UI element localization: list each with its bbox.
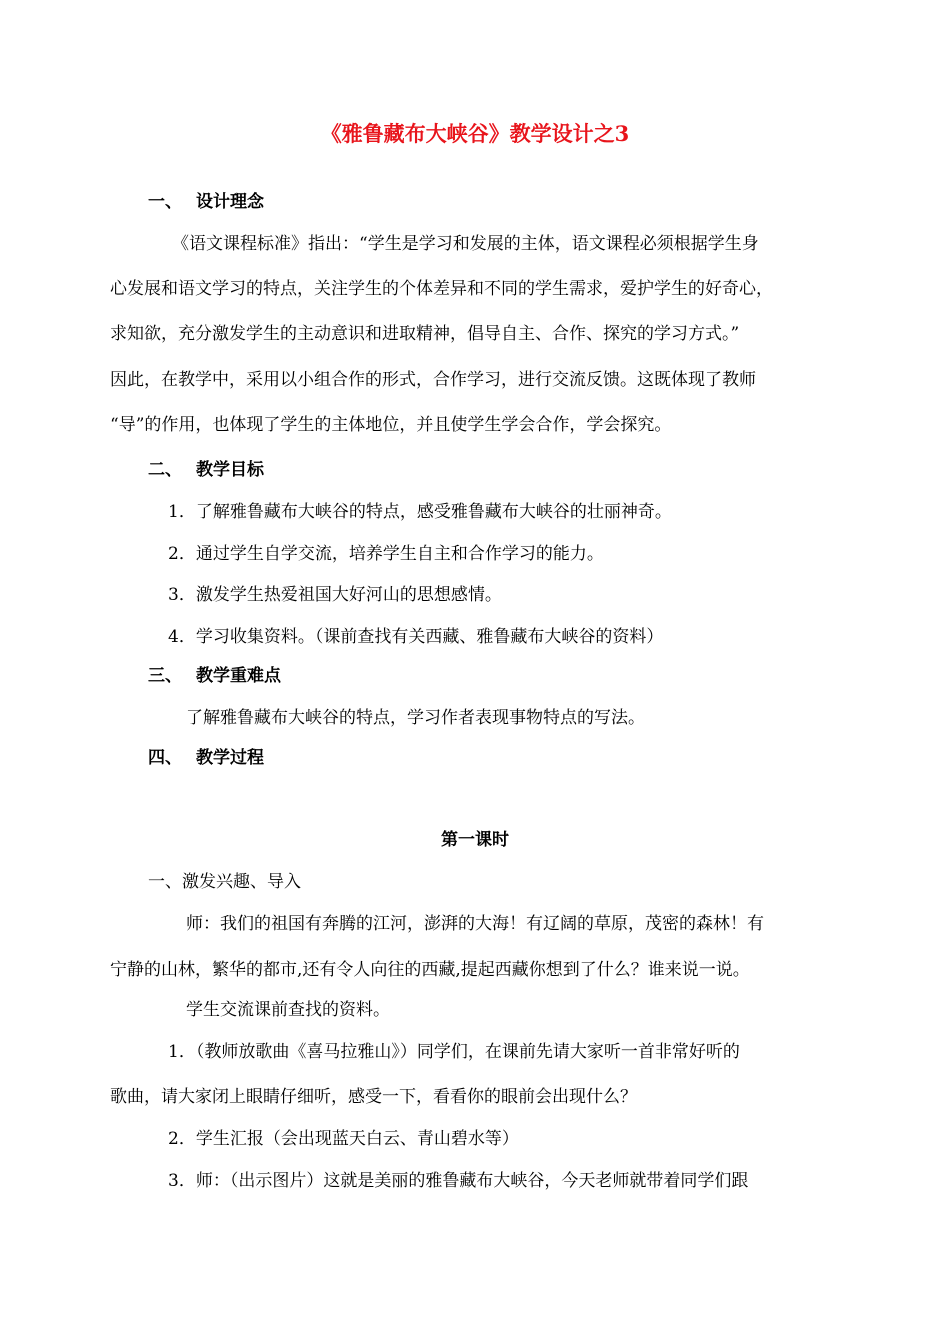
paragraph-line: 《语文课程标准》指出：“学生是学习和发展的主体，语文课程必须根据学生身 [172, 234, 759, 254]
paragraph-line: 心发展和语文学习的特点，关注学生的个体差异和不同的学生需求，爱护学生的好奇心， [110, 279, 773, 299]
section-number: 三、 [148, 666, 182, 686]
paragraph-line: 3．师：（出示图片）这就是美丽的雅鲁藏布大峡谷，今天老师就带着同学们跟 [168, 1171, 749, 1191]
section-number: 四、 [148, 748, 182, 768]
paragraph-line: 学生交流课前查找的资料。 [186, 1000, 390, 1020]
paragraph-line: 求知欲，充分激发学生的主动意识和进取精神，倡导自主、合作、探究的学习方式。” [110, 324, 740, 344]
paragraph-line: 歌曲，请大家闭上眼睛仔细听，感受一下，看看你的眼前会出现什么？ [110, 1087, 637, 1107]
section-title: 教学过程 [196, 748, 264, 768]
section-title: 教学目标 [196, 460, 264, 480]
lesson-step-heading: 一、激发兴趣、导入 [148, 872, 301, 892]
paragraph-line: 宁静的山林，繁华的都市,还有令人向往的西藏,提起西藏你想到了什么？谁来说一说。 [110, 960, 750, 980]
goal-item: 3．激发学生热爱祖国大好河山的思想感情。 [168, 585, 502, 605]
goal-item: 1．了解雅鲁藏布大峡谷的特点，感受雅鲁藏布大峡谷的壮丽神奇。 [168, 502, 672, 522]
section-title: 设计理念 [196, 192, 264, 212]
paragraph-line: “导”的作用，也体现了学生的主体地位，并且使学生学会合作，学会探究。 [110, 415, 672, 435]
section-heading-teaching-goals [148, 458, 264, 482]
lesson-title: 第一课时 [441, 830, 509, 850]
goal-item: 4．学习收集资料。（课前查找有关西藏、雅鲁藏布大峡谷的资料） [168, 627, 664, 647]
page-title: 《雅鲁藏布大峡谷》教学设计之3 [320, 121, 630, 146]
section-number: 一、 [148, 192, 182, 212]
section-heading-design-concept [148, 190, 264, 214]
section-heading-teaching-process [148, 746, 264, 770]
goal-item: 2．通过学生自学交流，培养学生自主和合作学习的能力。 [168, 544, 604, 564]
paragraph-line: 师：我们的祖国有奔腾的江河，澎湃的大海！有辽阔的草原，茂密的森林！有 [186, 914, 764, 934]
paragraph-line: 1．（教师放歌曲《喜马拉雅山》）同学们，在课前先请大家听一首非常好听的 [168, 1042, 740, 1062]
section-number: 二、 [148, 460, 182, 480]
paragraph-line: 了解雅鲁藏布大峡谷的特点，学习作者表现事物特点的写法。 [186, 708, 645, 728]
section-title: 教学重难点 [196, 666, 281, 686]
section-heading-key-points [148, 664, 281, 688]
paragraph-line: 2．学生汇报（会出现蓝天白云、青山碧水等） [168, 1129, 519, 1149]
paragraph-line: 因此，在教学中，采用以小组合作的形式，合作学习，进行交流反馈。这既体现了教师 [110, 370, 756, 390]
